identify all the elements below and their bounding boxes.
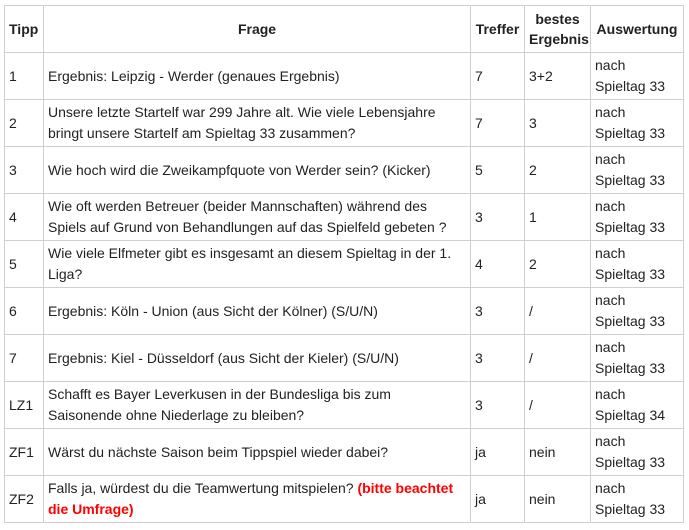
- cell-auswertung: nach Spieltag 33: [591, 241, 684, 288]
- cell-auswertung: nach Spieltag 33: [591, 288, 684, 335]
- cell-tipp: 6: [5, 288, 44, 335]
- cell-auswertung: nach Spieltag 33: [591, 194, 684, 241]
- cell-auswertung: nach Spieltag 33: [591, 335, 684, 382]
- header-frage: Frage: [44, 6, 471, 53]
- cell-tipp: ZF1: [5, 429, 44, 476]
- cell-bestes-ergebnis: 3+2: [525, 53, 591, 100]
- cell-auswertung: nach Spieltag 34: [591, 382, 684, 429]
- header-bestes-ergebnis: bestes Ergebnis: [525, 6, 591, 53]
- cell-tipp: 2: [5, 100, 44, 147]
- cell-frage: [44, 335, 471, 382]
- header-tipp: Tipp: [5, 6, 44, 53]
- cell-treffer: 3: [471, 335, 525, 382]
- cell-bestes-ergebnis: 2: [525, 241, 591, 288]
- cell-treffer: 3: [471, 288, 525, 335]
- cell-bestes-ergebnis: 2: [525, 147, 591, 194]
- frage-text: Ergebnis: Kiel - Düsseldorf (aus Sicht der Kieler) (S/U/N): [48, 349, 399, 366]
- table-row: [5, 429, 684, 476]
- table-row: [5, 335, 684, 382]
- cell-auswertung: nach Spieltag 33: [591, 53, 684, 100]
- frage-text: Ergebnis: Leipzig - Werder (genaues Ergebnis): [48, 67, 340, 84]
- table-row: [5, 194, 684, 241]
- cell-frage: [44, 100, 471, 147]
- cell-frage: [44, 147, 471, 194]
- cell-frage: [44, 476, 471, 523]
- table-row: [5, 382, 684, 429]
- cell-bestes-ergebnis: /: [525, 335, 591, 382]
- table-row: [5, 288, 684, 335]
- cell-tipp: LZ1: [5, 382, 44, 429]
- cell-bestes-ergebnis: 3: [525, 100, 591, 147]
- cell-treffer: ja: [471, 476, 525, 523]
- cell-bestes-ergebnis: /: [525, 382, 591, 429]
- cell-treffer: 7: [471, 53, 525, 100]
- cell-tipp: 7: [5, 335, 44, 382]
- cell-tipp: 5: [5, 241, 44, 288]
- cell-tipp: 1: [5, 53, 44, 100]
- cell-auswertung: nach Spieltag 33: [591, 147, 684, 194]
- frage-text: Unsere letzte Startelf war 299 Jahre alt. Wie viele Lebensjahre bringt unsere Startelf am Spieltag 33 zusammen?: [48, 104, 436, 141]
- tippspiel-table: [4, 5, 684, 523]
- cell-treffer: 7: [471, 100, 525, 147]
- cell-bestes-ergebnis: 1: [525, 194, 591, 241]
- cell-auswertung: nach Spieltag 33: [591, 100, 684, 147]
- cell-treffer: 3: [471, 382, 525, 429]
- cell-treffer: 5: [471, 147, 525, 194]
- frage-text: Ergebnis: Köln - Union (aus Sicht der Kölner) (S/U/N): [48, 302, 378, 319]
- header-treffer: Treffer: [471, 6, 525, 53]
- frage-text: Wie viele Elfmeter gibt es insgesamt an diesem Spieltag in der 1. Liga?: [48, 245, 452, 282]
- frage-text: Wie oft werden Betreuer (beider Mannschaften) während des Spiels auf Grund von Behandlungen auf das Spielfeld gebeten ?: [48, 198, 447, 235]
- cell-tipp: ZF2: [5, 476, 44, 523]
- header-auswertung: Auswertung: [591, 6, 684, 53]
- tippspiel-table-container: [4, 5, 684, 523]
- cell-bestes-ergebnis: /: [525, 288, 591, 335]
- cell-frage: [44, 194, 471, 241]
- cell-frage: [44, 53, 471, 100]
- cell-frage: [44, 382, 471, 429]
- frage-text: Schafft es Bayer Leverkusen in der Bundesliga bis zum Saisonende ohne Niederlage zu bleiben?: [48, 386, 391, 423]
- frage-highlight: (bitte beachtet die Umfrage): [48, 480, 454, 517]
- frage-text: Falls ja, würdest du die Teamwertung mitspielen?: [48, 480, 354, 496]
- table-row: [5, 241, 684, 288]
- cell-bestes-ergebnis: nein: [525, 476, 591, 523]
- table-row: [5, 147, 684, 194]
- cell-treffer: ja: [471, 429, 525, 476]
- cell-frage: [44, 429, 471, 476]
- cell-frage: [44, 288, 471, 335]
- cell-treffer: 3: [471, 194, 525, 241]
- table-row: [5, 100, 684, 147]
- cell-tipp: 4: [5, 194, 44, 241]
- table-row: [5, 476, 684, 523]
- cell-bestes-ergebnis: nein: [525, 429, 591, 476]
- frage-text: Wie hoch wird die Zweikampfquote von Werder sein? (Kicker): [48, 161, 431, 178]
- cell-frage: [44, 241, 471, 288]
- cell-auswertung: nach Spieltag 33: [591, 429, 684, 476]
- table-header-row: [5, 6, 684, 53]
- cell-tipp: 3: [5, 147, 44, 194]
- table-row: [5, 53, 684, 100]
- frage-text: Wärst du nächste Saison beim Tippspiel wieder dabei?: [48, 443, 389, 460]
- table-body: [5, 53, 684, 523]
- cell-auswertung: nach Spieltag 33: [591, 476, 684, 523]
- cell-treffer: 4: [471, 241, 525, 288]
